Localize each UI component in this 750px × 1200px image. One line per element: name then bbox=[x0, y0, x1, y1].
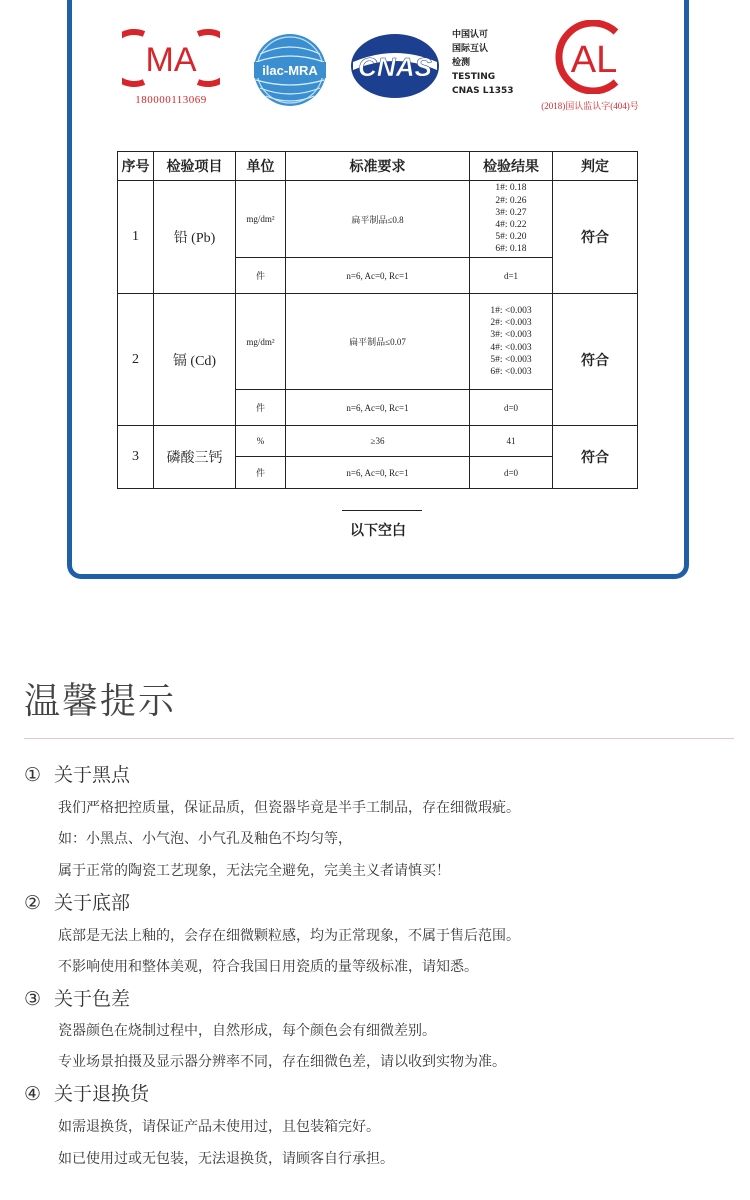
cnas-caption-line: 国际互认 bbox=[452, 44, 489, 54]
tip-line: 如需退换货，请保证产品未使用过，且包装箱完好。 bbox=[58, 1119, 380, 1135]
result-line: 3#: 0.27 bbox=[495, 207, 527, 218]
verdict-cell: 符合 bbox=[553, 181, 638, 294]
result-line: 1#: 0.18 bbox=[495, 183, 527, 194]
tip-number: ② bbox=[24, 892, 42, 914]
tip-line: 底部是无法上釉的，会存在细微颗粒感，均为正常现象，不属于售后范围。 bbox=[58, 928, 520, 944]
test-item: 铅 (Pb) bbox=[154, 181, 236, 294]
cnas-letters: CNAS bbox=[358, 52, 432, 82]
cnas-caption bbox=[452, 28, 514, 98]
result-cell bbox=[470, 294, 553, 390]
cal-mark-icon bbox=[530, 20, 650, 94]
cal-logo bbox=[530, 20, 650, 112]
row-number: 2 bbox=[118, 294, 154, 426]
cal-letters: AL bbox=[570, 39, 618, 81]
cal-caption: (2018)国认监认字(404)号 bbox=[541, 101, 639, 111]
tip-heading-black-spots bbox=[24, 760, 130, 787]
certification-logos bbox=[72, 0, 684, 130]
standard-cell: n=6, Ac=0, Rc=1 bbox=[286, 457, 470, 489]
unit-cell: 件 bbox=[236, 457, 286, 489]
row-number: 3 bbox=[118, 426, 154, 489]
tip-heading-text: 关于黑点 bbox=[54, 764, 131, 786]
result-line: 3#: <0.003 bbox=[490, 330, 532, 341]
cma-code: 180000113069 bbox=[135, 94, 207, 106]
result-cell: 41 bbox=[470, 426, 553, 457]
ilac-text: ilac-MRA bbox=[262, 63, 318, 78]
cnas-caption-line: 检测 bbox=[452, 58, 471, 68]
table-row bbox=[118, 426, 638, 457]
ilac-globe-icon bbox=[250, 32, 330, 108]
test-item: 磷酸三钙 bbox=[154, 426, 236, 489]
header-cell: 判定 bbox=[553, 152, 638, 181]
header-cell: 序号 bbox=[118, 152, 154, 181]
result-line: 6#: 0.18 bbox=[495, 244, 527, 255]
verdict-cell: 符合 bbox=[553, 426, 638, 489]
tip-heading-bottom bbox=[24, 888, 130, 915]
cnas-mark-icon bbox=[347, 30, 443, 102]
result-line: 4#: 0.22 bbox=[495, 220, 527, 230]
result-cell bbox=[470, 181, 553, 258]
result-cell: d=0 bbox=[470, 457, 553, 489]
cnas-caption-line: 中国认可 bbox=[452, 30, 489, 40]
result-list bbox=[490, 305, 531, 378]
tip-line: 不影响使用和整体美观，符合我国日用瓷质的量等级标准，请知悉。 bbox=[58, 959, 478, 975]
cnas-caption-line: CNAS L1353 bbox=[452, 86, 514, 96]
standard-cell: 扁平制品≤0.8 bbox=[286, 181, 470, 258]
result-line: 2#: 0.26 bbox=[495, 195, 527, 206]
cnas-logo bbox=[347, 30, 443, 106]
tip-line: 我们严格把控质量，保证品质，但瓷器毕竟是半手工制品，存在细微瑕疵。 bbox=[58, 800, 520, 816]
unit-cell: mg/dm² bbox=[236, 181, 286, 258]
blank-divider bbox=[342, 510, 422, 511]
cma-letters: MA bbox=[145, 41, 197, 79]
tip-heading-color-difference bbox=[24, 984, 130, 1011]
blank-note: 以下空白 bbox=[350, 524, 406, 539]
result-list bbox=[495, 182, 526, 255]
unit-cell: mg/dm² bbox=[236, 294, 286, 390]
unit-cell: 件 bbox=[236, 258, 286, 294]
result-line: 6#: <0.003 bbox=[490, 366, 532, 377]
standard-cell: 扁平制品≤0.07 bbox=[286, 294, 470, 390]
result-cell: d=1 bbox=[470, 258, 553, 294]
table-header-row bbox=[118, 152, 638, 181]
result-line: 4#: <0.003 bbox=[490, 342, 532, 353]
header-cell: 检验项目 bbox=[154, 152, 236, 181]
header-cell: 标准要求 bbox=[286, 152, 470, 181]
tip-line: 属于正常的陶瓷工艺现象，无法完全避免，完美主义者请慎买！ bbox=[58, 863, 450, 879]
tips-title: 温馨提示 bbox=[24, 681, 177, 722]
standard-cell: n=6, Ac=0, Rc=1 bbox=[286, 258, 470, 294]
tip-number: ③ bbox=[24, 988, 42, 1010]
tip-heading-text: 关于退换货 bbox=[54, 1083, 150, 1105]
tip-number: ④ bbox=[24, 1083, 42, 1105]
cnas-caption-line: TESTING bbox=[452, 72, 496, 82]
standard-cell: ≥36 bbox=[286, 426, 470, 457]
ilac-mra-logo bbox=[250, 32, 330, 112]
result-line: 5#: <0.003 bbox=[490, 354, 532, 365]
test-report-card bbox=[67, 0, 689, 579]
cma-mark-icon bbox=[122, 28, 220, 88]
header-cell: 检验结果 bbox=[470, 152, 553, 181]
tips-divider bbox=[24, 738, 734, 739]
result-line: 1#: <0.003 bbox=[490, 305, 532, 316]
result-line: 2#: <0.003 bbox=[490, 318, 532, 329]
row-number: 1 bbox=[118, 181, 154, 294]
result-line: 5#: 0.20 bbox=[495, 232, 527, 243]
tip-line: 如已使用过或无包装，无法退换货，请顾客自行承担。 bbox=[58, 1151, 394, 1167]
tip-number: ① bbox=[24, 764, 42, 786]
tip-heading-text: 关于色差 bbox=[54, 988, 131, 1010]
header-cell: 单位 bbox=[236, 152, 286, 181]
table-row bbox=[118, 294, 638, 390]
unit-cell: % bbox=[236, 426, 286, 457]
tip-heading-returns bbox=[24, 1079, 149, 1106]
test-item: 镉 (Cd) bbox=[154, 294, 236, 426]
tip-line: 如：小黑点、小气泡、小气孔及釉色不均匀等， bbox=[58, 831, 352, 847]
tip-heading-text: 关于底部 bbox=[54, 892, 131, 914]
result-cell: d=0 bbox=[470, 390, 553, 426]
unit-cell: 件 bbox=[236, 390, 286, 426]
cma-logo bbox=[122, 28, 220, 106]
verdict-cell: 符合 bbox=[553, 294, 638, 426]
table-row bbox=[118, 181, 638, 258]
test-results-table bbox=[117, 151, 638, 489]
tip-line: 专业场景拍摄及显示器分辨率不同，存在细微色差，请以收到实物为准。 bbox=[58, 1054, 506, 1070]
tip-line: 瓷器颜色在烧制过程中，自然形成，每个颜色会有细微差别。 bbox=[58, 1023, 436, 1039]
standard-cell: n=6, Ac=0, Rc=1 bbox=[286, 390, 470, 426]
